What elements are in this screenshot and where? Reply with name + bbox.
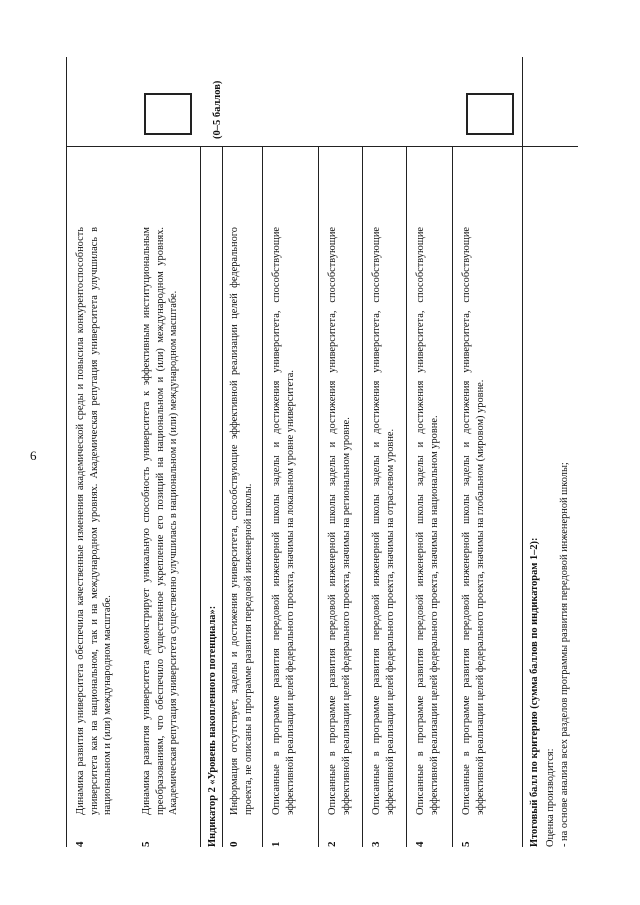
divider [222, 147, 223, 847]
row-number: 4 [74, 841, 86, 847]
divider [318, 147, 319, 847]
row-number: 5 [140, 841, 152, 847]
divider [362, 147, 363, 847]
row-text: Описанные в программе развития передовой инженерной школы заделы и достижения университета, способствующие эффективной реализации целей федерального проекта, значимы на национальном уровне. [415, 227, 440, 815]
indicator-2-title: Индикатор 2 «Уровень накопленного потенциала»: [207, 605, 218, 847]
rotated-document-page [60, 57, 580, 847]
top-rule [66, 57, 67, 847]
row-number: 0 [228, 841, 240, 847]
row-text: Информация отсутствует, заделы и достижения университета, способствующие эффективной реализации целей федерального проекта, не описаны в программе развития передовой инженерной школы. [229, 227, 254, 815]
row-number: 2 [326, 841, 338, 847]
row-text: Описанные в программе развития передовой инженерной школы заделы и достижения университета, способствующие эффективной реализации целей федерального проекта, значимы на региональном уровне. [327, 227, 352, 815]
row-text: Динамика развития университета обеспечила качественные изменения академической среды и повысила конкурентоспособность университета как на национальном, так и на международном уровнях. Академическая репутация университета улучшилась в национальном и (или) международном масштабе. [75, 227, 114, 815]
row-number: 3 [370, 841, 382, 847]
row-text: Описанные в программе развития передовой инженерной школы заделы и достижения университета, способствующие эффективной реализации целей федерального проекта, значимы на локальном уровне университета. [271, 227, 296, 815]
total-note: Оценка производится: [545, 748, 556, 847]
score-box-indicator-2[interactable] [466, 93, 514, 135]
divider [522, 57, 523, 847]
score-box-indicator-1[interactable] [144, 93, 192, 135]
divider [262, 147, 263, 847]
total-note: - на основе анализа всех разделов программы развития передовой инженерной школы; [559, 462, 570, 847]
page-number: 6 [30, 448, 37, 463]
row-text: Динамика развития университета демонстрирует уникальную способность университета к эффективным институциональным преобразованиям, что обеспечило существенное укрепление его позиций на национальном и (или) международном уровнях. Академическая репутация университета существенно улучшилась в национальном и (или) международном масштабе. [141, 227, 180, 815]
indicator-2-score-range: (0–5 баллов) [212, 80, 223, 139]
row-number: 4 [414, 841, 426, 847]
divider [200, 147, 201, 847]
right-border [66, 146, 578, 147]
divider [406, 147, 407, 847]
row-number: 5 [460, 841, 472, 847]
row-text: Описанные в программе развития передовой инженерной школы заделы и достижения университета, способствующие эффективной реализации целей федерального проекта, значимы на отраслевом уровне. [371, 227, 396, 815]
total-title: Итоговый балл по критерию (сумма баллов по индикаторам 1–2): [529, 537, 540, 847]
divider [452, 147, 453, 847]
row-text: Описанные в программе развития передовой инженерной школы заделы и достижения университета, способствующие эффективной реализации целей федерального проекта, значимы на глобальном (мировом) уровне. [461, 227, 486, 815]
row-number: 1 [270, 841, 282, 847]
